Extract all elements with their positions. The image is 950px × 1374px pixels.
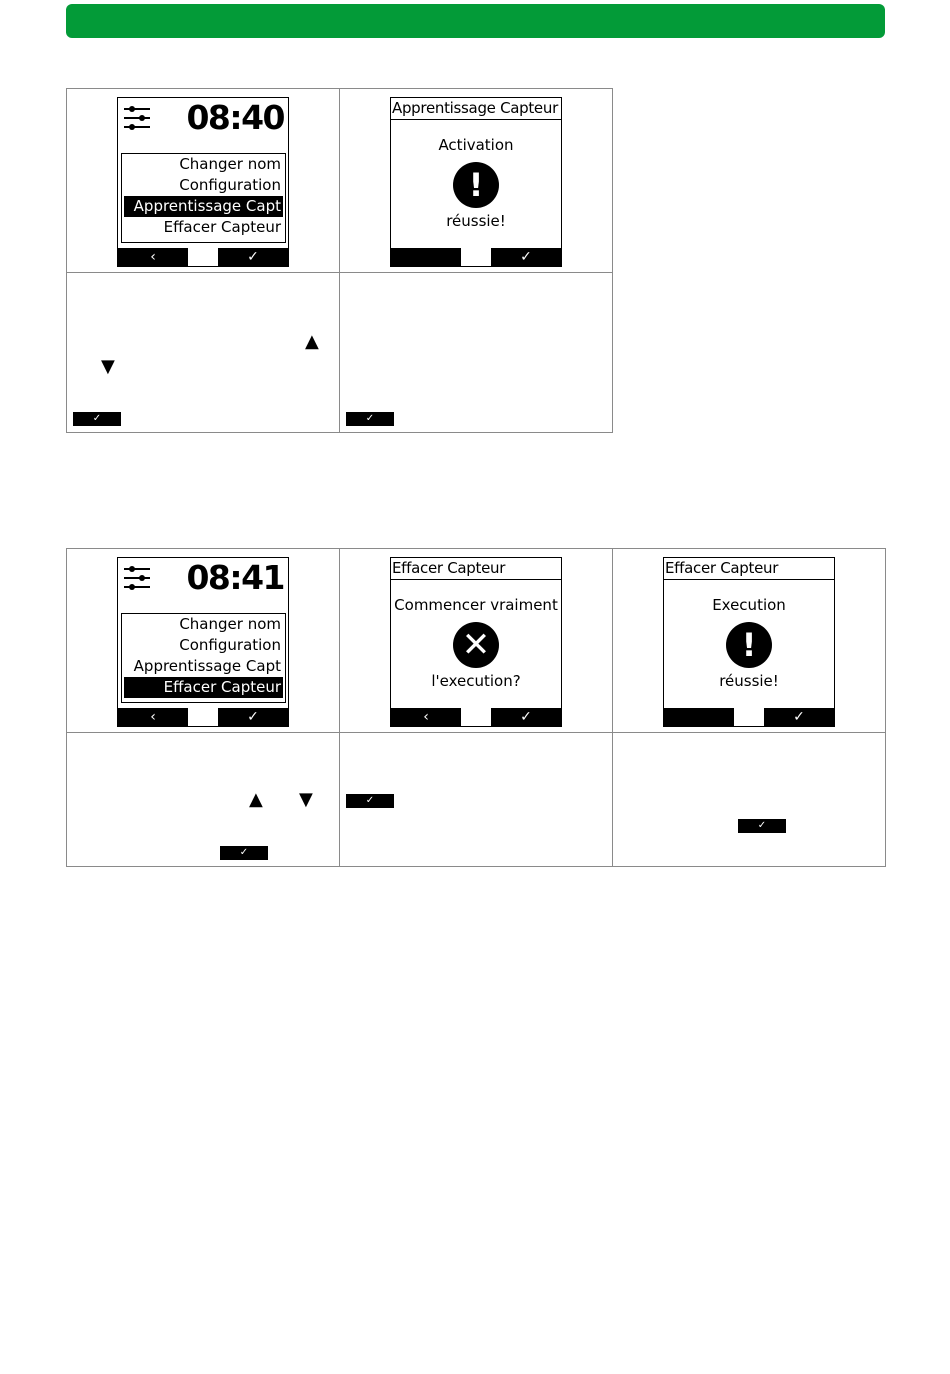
clock: 08:40	[186, 98, 284, 137]
context-menu	[121, 613, 286, 703]
check-key-icon: ✓	[220, 846, 268, 860]
step-description-confirm	[340, 273, 613, 433]
message-line-2: l'execution?	[431, 672, 521, 690]
empty-softkey	[391, 248, 461, 266]
softkey-bar	[391, 248, 561, 266]
confirm-softkey[interactable]	[218, 248, 288, 266]
menu-item-delete-sensor[interactable]: Effacer Capteur	[163, 218, 281, 236]
cross-icon: ✕	[453, 622, 499, 668]
step-table-delete	[66, 548, 886, 867]
message-line-2: réussie!	[446, 212, 506, 230]
exclamation-icon: !	[453, 162, 499, 208]
softkey-bar	[118, 248, 288, 266]
screen-title: Effacer Capteur	[664, 558, 834, 580]
step-cell-delete-confirm	[340, 549, 613, 733]
softkey-bar	[118, 708, 288, 726]
message-line-2: réussie!	[719, 672, 779, 690]
device-screen-learn-result	[390, 97, 562, 267]
exclamation-icon: !	[726, 622, 772, 668]
arrow-down-icon: ▼	[299, 789, 313, 810]
confirm-softkey[interactable]	[218, 708, 288, 726]
check-key-icon: ✓	[346, 794, 394, 808]
screen-title: Apprentissage Capteur	[391, 98, 561, 120]
menu-item-configuration[interactable]: Configuration	[179, 176, 281, 194]
empty-softkey	[664, 708, 734, 726]
device-screen-delete-confirm	[390, 557, 562, 727]
arrow-up-icon: ▲	[249, 789, 263, 810]
settings-sliders-icon	[124, 105, 150, 131]
confirm-softkey[interactable]	[491, 248, 561, 266]
back-softkey[interactable]	[118, 708, 188, 726]
confirm-softkey[interactable]	[491, 708, 561, 726]
menu-item-rename[interactable]: Changer nom	[179, 155, 281, 173]
device-screen-delete-result	[663, 557, 835, 727]
step-cell-menu	[67, 549, 340, 733]
step-description-select	[67, 733, 340, 867]
check-key-icon: ✓	[346, 412, 394, 426]
screen-title: Effacer Capteur	[391, 558, 561, 580]
step-description-confirm	[340, 733, 613, 867]
clock: 08:41	[186, 558, 284, 597]
header-bar	[66, 4, 885, 38]
context-menu	[121, 153, 286, 243]
message-line-1: Activation	[438, 136, 514, 154]
check-key-icon: ✓	[73, 412, 121, 426]
message-line-1: Commencer vraiment	[394, 596, 558, 614]
chevron-left-icon: ‹	[150, 249, 156, 265]
chevron-left-icon: ‹	[150, 709, 156, 725]
menu-item-delete-sensor[interactable]: Effacer Capteur	[124, 677, 283, 698]
back-softkey[interactable]	[391, 708, 461, 726]
chevron-left-icon: ‹	[423, 709, 429, 725]
check-key-icon: ✓	[738, 819, 786, 833]
back-softkey[interactable]	[118, 248, 188, 266]
menu-item-learn-sensor[interactable]: Apprentissage Capt	[133, 657, 281, 675]
device-screen-menu	[117, 557, 289, 727]
step-description-finish	[613, 733, 886, 867]
confirm-softkey[interactable]	[764, 708, 834, 726]
check-icon: ✓	[793, 709, 805, 725]
check-icon: ✓	[520, 709, 532, 725]
step-description-select	[67, 273, 340, 433]
step-cell-delete-result	[613, 549, 886, 733]
check-icon: ✓	[247, 249, 259, 265]
menu-item-learn-sensor[interactable]: Apprentissage Capt	[124, 196, 283, 217]
device-screen-menu	[117, 97, 289, 267]
settings-sliders-icon	[124, 565, 150, 591]
step-table-learn	[66, 88, 613, 433]
check-icon: ✓	[520, 249, 532, 265]
menu-item-rename[interactable]: Changer nom	[179, 615, 281, 633]
step-cell-learn-result	[340, 89, 613, 273]
arrow-up-icon: ▲	[305, 331, 319, 352]
softkey-bar	[664, 708, 834, 726]
check-icon: ✓	[247, 709, 259, 725]
softkey-bar	[391, 708, 561, 726]
step-cell-menu	[67, 89, 340, 273]
menu-item-configuration[interactable]: Configuration	[179, 636, 281, 654]
arrow-down-icon: ▼	[101, 356, 115, 377]
message-line-1: Execution	[712, 596, 786, 614]
